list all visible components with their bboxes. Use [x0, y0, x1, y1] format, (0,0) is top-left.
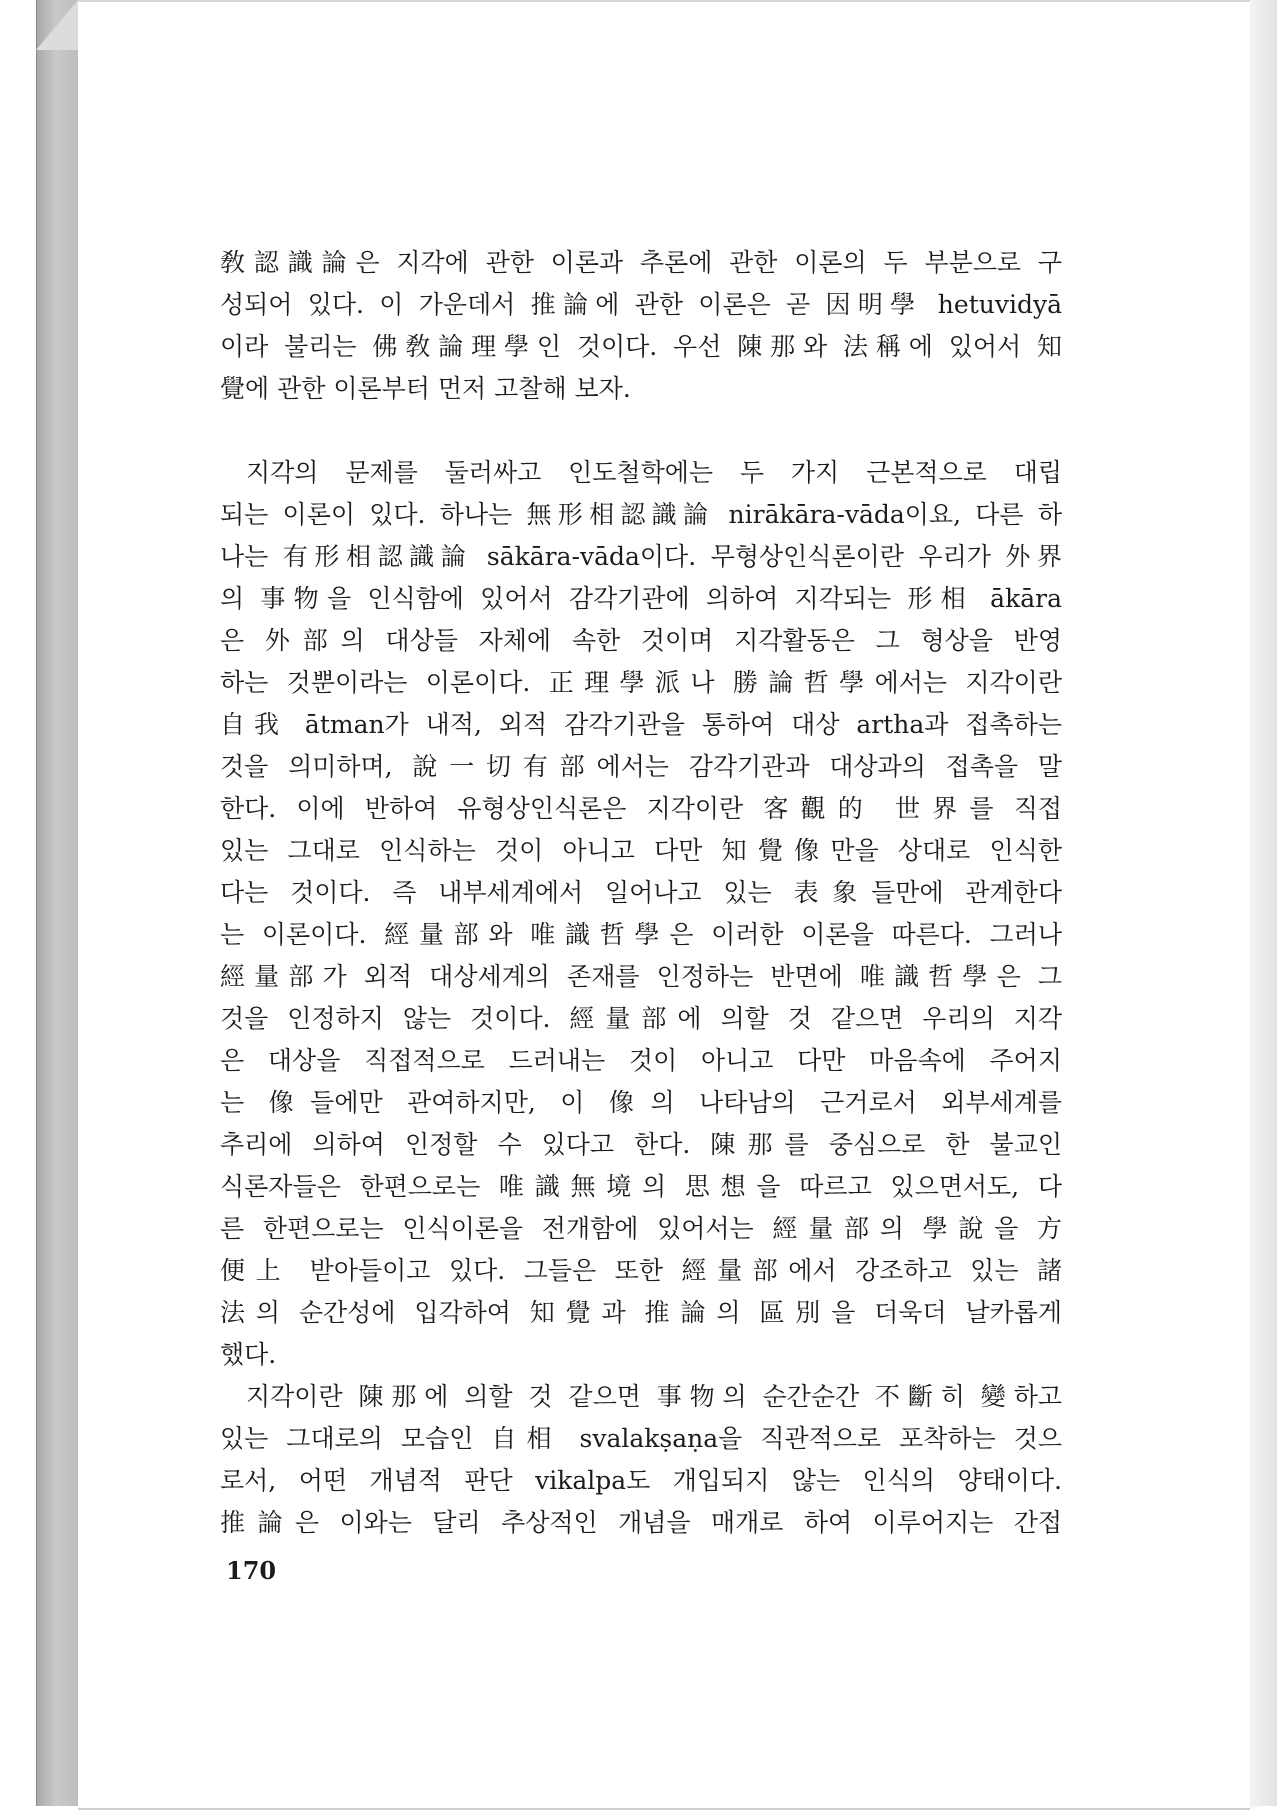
text-line: 便上 받아들이고 있다. 그들은 또한 經量部에서 강조하고 있는 諸: [220, 1256, 1062, 1285]
paragraph-gap: [220, 410, 1062, 452]
text-line: 이라 불리는 佛敎論理學인 것이다. 우선 陳那와 法稱에 있어서 知: [220, 332, 1062, 361]
text-line: 은 대상을 직접적으로 드러내는 것이 아니고 다만 마음속에 주어지: [220, 1046, 1062, 1075]
text-line: 있는 그대로 인식하는 것이 아니고 다만 知覺像만을 상대로 인식한: [220, 836, 1062, 865]
text-line: 한다. 이에 반하여 유형상인식론은 지각이란 客觀的 世界를 직접: [220, 794, 1062, 823]
text-line: 되는 이론이 있다. 하나는 無形相認識論 nirākāra-vāda이요, 다른 하: [220, 500, 1062, 529]
text-line: 나는 有形相認識論 sākāra-vāda이다. 무형상인식론이란 우리가 外界: [220, 542, 1062, 571]
text-line: 自我 ātman가 내적, 외적 감각기관을 통하여 대상 artha과 접촉하는: [220, 710, 1062, 739]
text-line: 있는 그대로의 모습인 自相 svalakṣaṇa을 직관적으로 포착하는 것으: [220, 1424, 1062, 1453]
text-line: 식론자들은 한편으로는 唯識無境의 思想을 따르고 있으면서도, 다: [220, 1172, 1062, 1201]
body-text: [220, 242, 1062, 1544]
text-line: 는 이론이다. 經量部와 唯識哲學은 이러한 이론을 따른다. 그러나: [220, 920, 1062, 949]
book-spine: [36, 0, 80, 1806]
text-line: 敎認識論은 지각에 관한 이론과 추론에 관한 이론의 두 부분으로 구: [220, 248, 1062, 277]
text-line: 른 한편으로는 인식이론을 전개함에 있어서는 經量部의 學說을 方: [220, 1214, 1062, 1243]
text-line: 것을 의미하며, 說一切有部에서는 감각기관과 대상과의 접촉을 말: [220, 752, 1062, 781]
text-line: 로서, 어떤 개념적 판단 vikalpa도 개입되지 않는 인식의 양태이다.: [220, 1466, 1062, 1495]
text-line: 했다.: [220, 1340, 277, 1369]
page-number: 170: [226, 1556, 277, 1585]
text-line: 지각의 문제를 둘러싸고 인도철학에는 두 가지 근본적으로 대립: [246, 458, 1062, 487]
page-edge: [1250, 0, 1277, 1806]
text-line: 推論은 이와는 달리 추상적인 개념을 매개로 하여 이루어지는 간접: [220, 1508, 1062, 1537]
text-line: 지각이란 陳那에 의할 것 같으면 事物의 순간순간 不斷히 變하고: [246, 1382, 1062, 1411]
text-line: 것을 인정하지 않는 것이다. 經量部에 의할 것 같으면 우리의 지각: [220, 1004, 1062, 1033]
text-line: 추리에 의하여 인정할 수 있다고 한다. 陳那를 중심으로 한 불교인: [220, 1130, 1062, 1159]
text-line: 經量部가 외적 대상세계의 존재를 인정하는 반면에 唯識哲學은 그: [220, 962, 1062, 991]
text-line: 는 像들에만 관여하지만, 이 像의 나타남의 근거로서 외부세계를: [220, 1088, 1062, 1117]
text-line: 覺에 관한 이론부터 먼저 고찰해 보자.: [220, 374, 631, 403]
text-line: 하는 것뿐이라는 이론이다. 正理學派나 勝論哲學에서는 지각이란: [220, 668, 1062, 697]
text-line: 다는 것이다. 즉 내부세계에서 일어나고 있는 表象들만에 관계한다: [220, 878, 1062, 907]
text-line: 의 事物을 인식함에 있어서 감각기관에 의하여 지각되는 形相 ākāra: [220, 584, 1062, 613]
text-line: 은 外部의 대상들 자체에 속한 것이며 지각활동은 그 형상을 반영: [220, 626, 1062, 655]
text-line: 성되어 있다. 이 가운데서 推論에 관한 이론은 곧 因明學 hetuvidyā: [220, 290, 1062, 319]
text-line: 法의 순간성에 입각하여 知覺과 推論의 區別을 더욱더 날카롭게: [220, 1298, 1062, 1327]
